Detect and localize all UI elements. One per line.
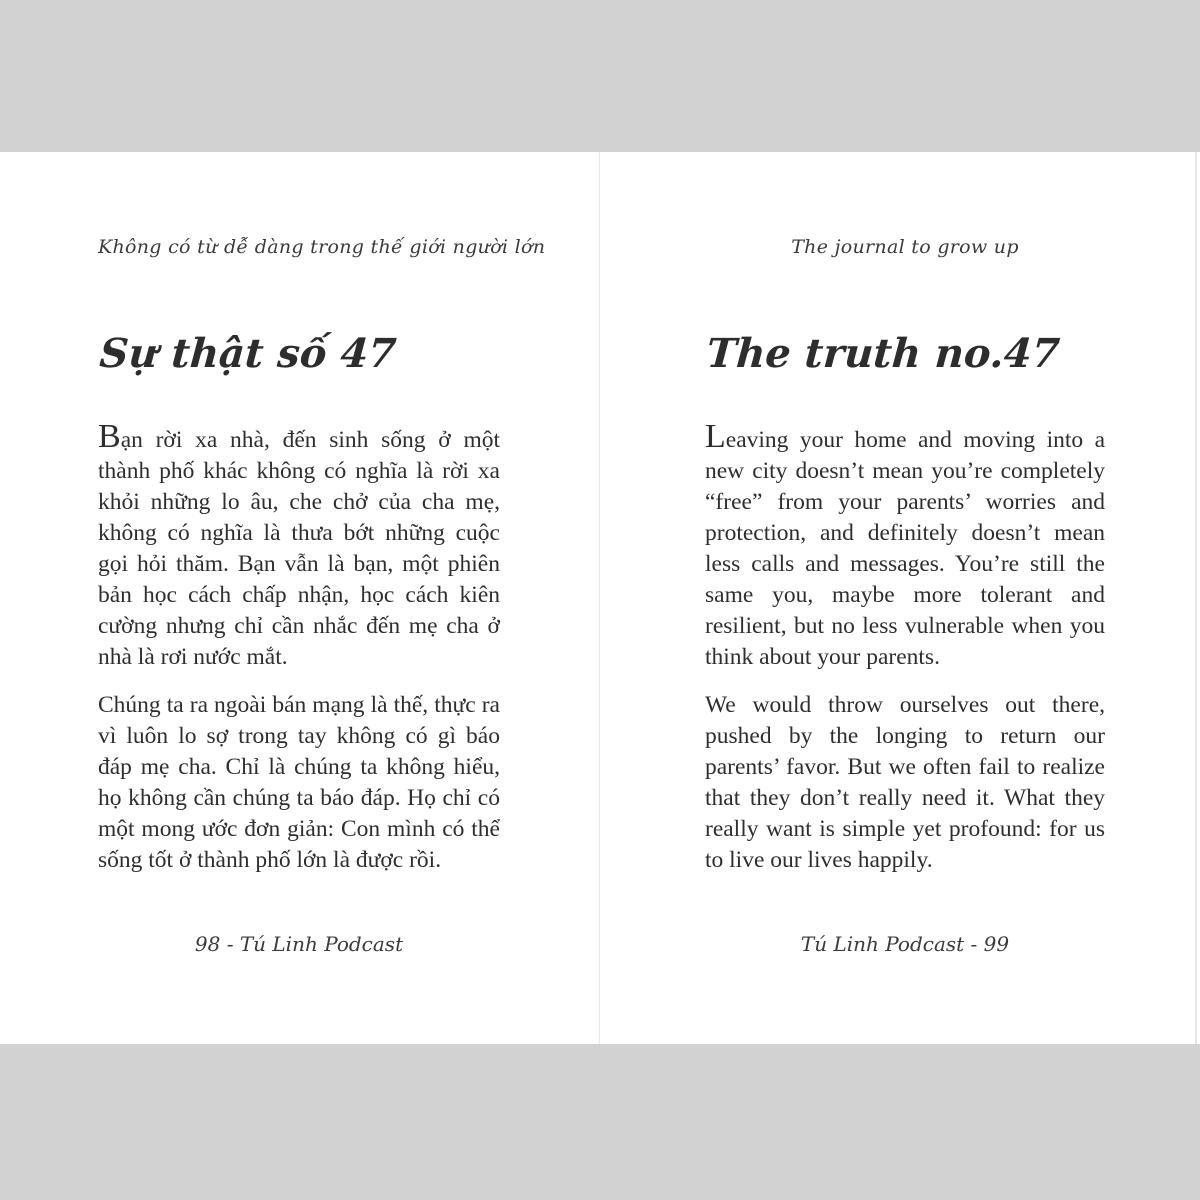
right-page xyxy=(600,152,1200,1044)
left-page-footer: 98 - Tú Linh Podcast xyxy=(194,932,404,956)
right-initial-cap: L xyxy=(705,418,726,455)
right-page-footer: Tú Linh Podcast - 99 xyxy=(800,932,1010,956)
right-paragraph-1 xyxy=(705,420,1105,673)
right-paragraph-2: We would throw ourselves out there, pushed by the longing to return our parents’ favor. But we often fail to realize that they don’t really need it. What they really want is simple yet profound: for us to live our lives happily. xyxy=(705,692,1105,873)
left-paragraph-2: Chúng ta ra ngoài bán mạng là thế, thực ra vì luôn lo sợ trong tay không có gì báo đáp mẹ cha. Chỉ là chúng ta không hiểu, họ không cần chúng ta báo đáp. Họ chỉ có một mong ước đơn giản: Con mình có thể sống tốt ở thành phố lớn là được rồi. xyxy=(98,692,500,873)
center-gutter-line xyxy=(599,152,600,1044)
left-page xyxy=(0,152,600,1044)
left-paragraph-1 xyxy=(98,420,500,673)
left-body-text xyxy=(98,420,500,876)
bottom-gray-band xyxy=(0,1044,1200,1200)
left-paragraph-1-text: ạn rời xa nhà, đến sinh sống ở một thành phố khác không có nghĩa là rời xa khỏi những lo âu, che chở của cha mẹ, không có nghĩa là thưa bớt những cuộc gọi hỏi thăm. Bạn vẫn là bạn, một phiên bản học cách chấp nhận, học cách kiên cường nhưng chỉ cần nhắc đến mẹ cha ở nhà là rơi nước mắt. xyxy=(98,427,500,670)
right-paragraph-1-text: eaving your home and moving into a new city doesn’t mean you’re completely “free” from your parents’ worries and protection, and definitely doesn’t mean less calls and messages. You’re still the same you, maybe more tolerant and resilient, but no less vulnerable when you think about your parents. xyxy=(705,427,1105,670)
top-gray-band xyxy=(0,0,1200,152)
right-running-head: The journal to grow up xyxy=(791,236,1019,258)
right-page-edge-line xyxy=(1195,152,1197,1044)
right-chapter-title: The truth no.47 xyxy=(705,330,1062,377)
left-running-head: Không có từ dễ dàng trong thế giới người lớn xyxy=(98,236,546,258)
open-book-spread xyxy=(0,152,1200,1044)
left-chapter-title: Sự thật số 47 xyxy=(98,330,398,377)
right-body-text xyxy=(705,420,1105,876)
left-initial-cap: B xyxy=(98,418,121,455)
